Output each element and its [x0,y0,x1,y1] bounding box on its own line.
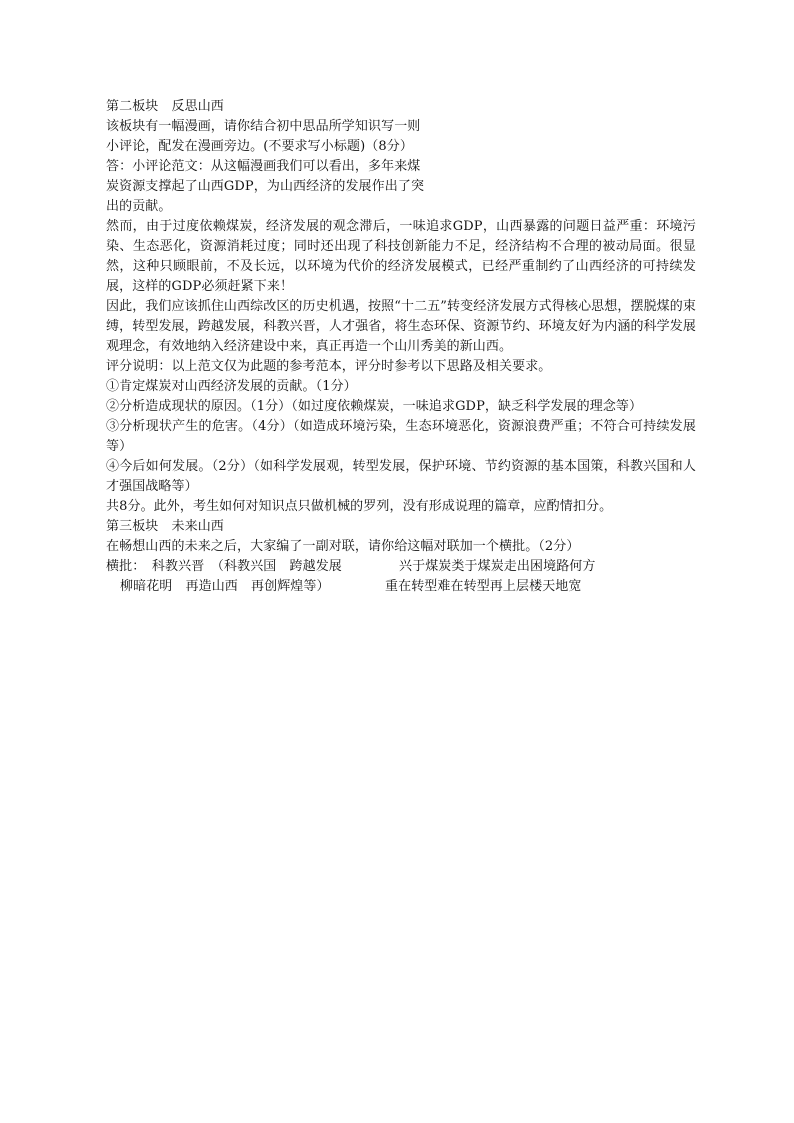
section2-prompt-line2: 小评论，配发在漫画旁边。(不要求写小标题)（8分） [106,139,413,154]
section3-heading: 第三板块 未来山西 [106,519,224,534]
horizontal-scroll-answer: 横批： 科教兴晋 （科教兴国 跨越发展 [106,559,342,574]
scoring-point-1: ①肯定煤炭对山西经济发展的贡献。（1分） [106,379,357,394]
section2-prompt-line1: 该板块有一幅漫画，请你结合初中思品所学知识写一则 [106,119,421,134]
section2-answer-line3: 出的贡献。 [106,199,172,214]
couplet-upper-line: 兴于煤炭类于煤炭走出困境路何方 [399,559,596,574]
section2-paragraph3: 因此，我们应该抓住山西综改区的历史机遇，按照“十二五”转变经济发展方式得核心思想，摆脱煤的束缚，转型发展，跨越发展，科教兴晋，人才强省，将生态环保、资源节约、环境友好为内涵的科学发展观理念，有效地纳入经济建设中来，真正再造一个山川秀美的新山西。 [106,299,696,354]
couplet-row-2 [106,577,696,597]
couplet-row-1 [106,557,696,577]
scoring-point-4: ④今后如何发展。（2分）（如科学发展观，转型发展，保护环境、节约资源的基本国策，科教兴国和人才强国战略等） [106,459,696,494]
scoring-title: 评分说明：以上范文仅为此题的参考范本，评分时参考以下思路及相关要求。 [106,359,552,374]
section3-prompt: 在畅想山西的未来之后，大家编了一副对联，请你给这幅对联加一个横批。（2分） [106,539,580,554]
horizontal-scroll-answer-cont: 柳暗花明 再造山西 再创辉煌等） [120,579,330,594]
section2-answer-line1: 答：小评论范文：从这幅漫画我们可以看出，多年来煤 [106,159,421,174]
section2-paragraph2: 然而，由于过度依赖煤炭，经济发展的观念滞后，一味追求GDP，山西暴露的问题日益严重：环境污染、生态恶化，资源消耗过度；同时还出现了科技创新能力不足，经济结构不合理的被动局面。很显然，这种只顾眼前，不及长远，以环境为代价的经济发展模式，已经严重制约了山西经济的可持续发展，这样的GDP必须赶紧下来！ [106,219,696,294]
couplet-lower-line: 重在转型难在转型再上层楼天地宽 [385,579,582,594]
section2-answer-line2: 炭资源支撑起了山西GDP，为山西经济的发展作出了突 [106,179,425,194]
scoring-total-note: 共8分。此外，考生如何对知识点只做机械的罗列，没有形成说理的篇章，应酌情扣分。 [106,499,613,514]
document-body [106,97,696,597]
scoring-point-3: ③分析现状产生的危害。（4分）（如造成环境污染，生态环境恶化，资源浪费严重；不符合可持续发展等） [106,419,696,454]
section2-heading: 第二板块 反思山西 [106,99,224,114]
scoring-point-2: ②分析造成现状的原因。（1分）（如过度依赖煤炭，一味追求GDP，缺乏科学发展的理念等） [106,399,643,414]
